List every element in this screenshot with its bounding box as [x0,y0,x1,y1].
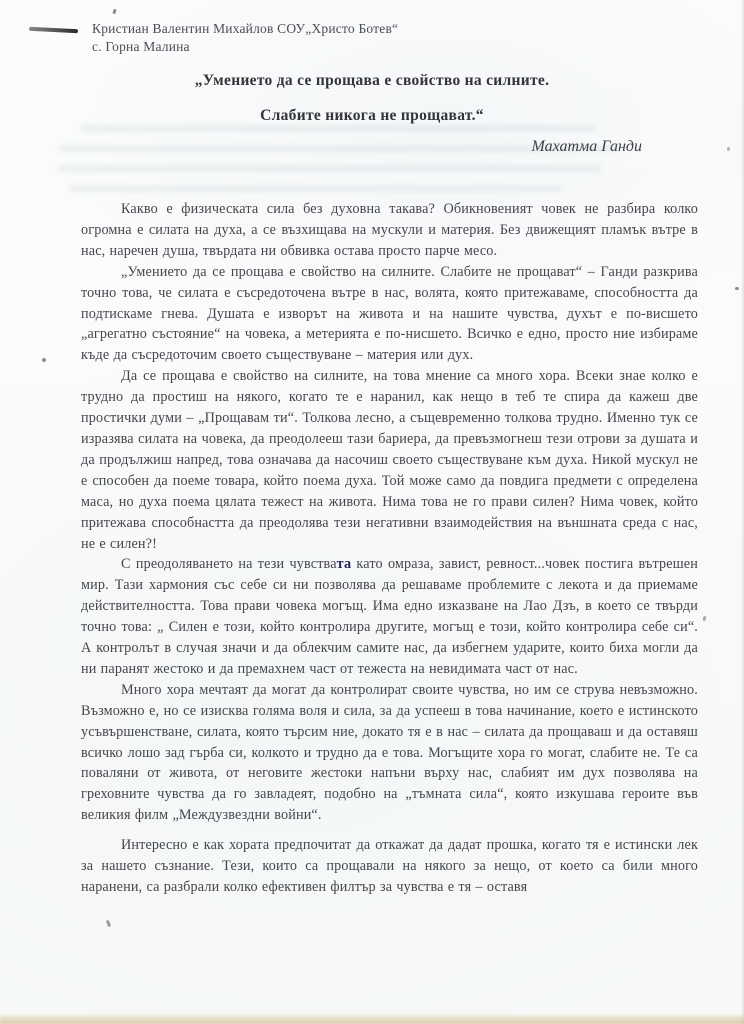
essay-paragraph: Какво е физическата сила без духовна такава? Обикновеният човек не разбира колко огромна е силата на духа, а се възхищава на мускули и материя. Без движещият пламък вътре в нас, наречен душа, твърдата ни обвивка остава просто парче месо. [81,201,698,259]
ink-correction: та [336,556,352,573]
pen-dash-mark [29,27,78,34]
scan-speck [703,616,707,621]
epigraph-line-2: Слабите никога не прощават.“ [260,107,484,124]
essay-paragraph: „Умението да се прощава е свойство на силните. Слабите не прощават“ – Ганди разкрива точно това, че силата е съсредоточена вътре в нас, волята, която притежаваме, способността да подтискаме гнева. Душата е изворът на живота и на нашите чувства, духът е по-висшето „агрегатно състояние“ на човека, а метерията е по-нисшето. Всичко е едно, просто ние избираме къде да съсредоточим своето съществуване – материя или дух. [81,263,698,364]
epigraph [0,72,744,156]
epigraph-line-1: „Умението да се прощава е свойство на силните. [194,72,550,89]
author-name: Кристиан Валентин Михайлов СОУ„Христо Ботев“ [92,21,399,36]
scan-speck [106,920,111,928]
scan-speck [112,9,116,15]
epigraph-attribution: Махатма Ганди [531,138,642,155]
essay-paragraph: Интересно е как хората предпочитат да откажат да дадат прошка, когато тя е истински лек за нашето съзнание. Тези, които са прощавали на някого за нещо, от което са били много наранени, са разбрали колко ефективен филтър за чувства е тя – оставя [81,837,698,895]
essay-paragraph: С преодоляването на тези чувствата като омраза, завист, ревност...човек постига вътрешен мир. Тази хармония със себе си ни позволява да решаваме проблемите с лекота и да приемаме действителността. Това прави човека могъщ. Има едно изказване на Лао Дзъ, в което се твърди точно това: „ Силен е този, който контролира другите, могъщ е този, който контролира себе си“. А контролът в случая значи и да облекчим самите нас, да избегнем ударите, които биха могли да ни паранят жестоко и да премахнем част от тежеста на невидимата част от нас. [81,556,698,677]
scan-edge-bottom [0,1013,744,1024]
scan-speck [42,358,46,362]
essay-paragraph: Да се прощава е свойство на силните, на това мнение са много хора. Всеки знае колко е трудно да простиш на някого, когато те е наранил, как нещо в теб те спира да кажеш две простички думи – „Прощавам ти“. Толкова лесно, а същевременно толкова трудно. Именно тук се изразява силата на човека, да преодолееш тази бариера, да превъзмогнеш тези отрови за душата и да продължиш напред, това означава да насочиш своето съществуване към духа. Никой мускул не е способен да поеме товара, който поема духа. Той може само да повдига предмети с определена маса, но духа поема цялата тежест на живота. Нима това не го прави силен? Нима човек, който притежава способнастта да преодолява тези негативни взаимодействия на външната среда с нас, не е силен?! [81,368,698,552]
scan-speck [735,287,739,290]
essay-body [81,199,698,898]
essay-paragraph: Много хора мечтаят да могат да контролират своите чувства, но им се струва невъзможно. Възможно е, но се изисква голяма воля и сила, за да успееш в това начинание, което е истинското усъвършенстване, силата, която търсим ние, докато тя е в нас – силата да прощаваш и да оставяш всичко лошо зад гърба си, колкото и трудно да е това. Могъщите хора го могат, слабите не. Те са поваляни от живота, от неговите жестоки напъни върху нас, слабият им дух позволява на греховните чувства да го завладеят, подобно на „тъмната сила“, която изкушава героите във великия филм „Междузвездни войни“. [81,681,698,824]
document-header [92,20,398,55]
author-location: с. Горна Малина [92,38,190,54]
